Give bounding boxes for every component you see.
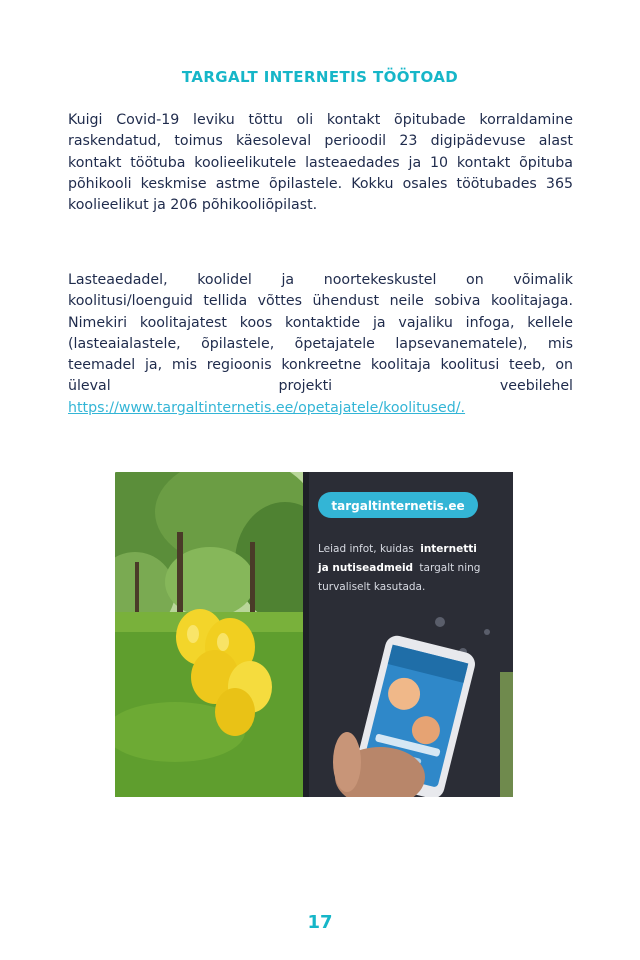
paragraph-trainings — [68, 270, 573, 419]
event-photo-illustration — [115, 472, 513, 797]
banner-line2: targalt ning — [419, 562, 481, 574]
event-photo — [115, 472, 513, 797]
trainers-link[interactable]: https://www.targaltinternetis.ee/opetajatele/koolitused/. — [68, 399, 466, 416]
paragraph-trainings-text: Lasteaedadel, koolidel ja noortekeskustel on võimalik koolitusi/loenguid tellida võttes ühendust neile sobiva koolitajaga. Nimekiri koolitajatest koos kontaktide ja vajaliku infoga, kellele (lasteaialastele, õpilastele, õpetajatele lapsevanematele), mis teemadel ja, mis regioonis konkreetne koolitaja koolitusi teeb, on üleval projekti veebilehel — [68, 272, 573, 395]
banner-site: targaltinternetis.ee — [331, 499, 465, 513]
banner-line3: turvaliselt kasutada. — [318, 581, 426, 593]
svg-text:ja nutiseadmeid targal — [317, 562, 480, 574]
paragraph-workshops-text: Kuigi Covid-19 leviku tõttu oli kontakt õpitubade korraldamine raskendatud, toimus käesoleval perioodil 23 digipädevuse alast kontakt töötuba koolieelikutele lasteaedades ja 10 kontakt õpituba põhikooli keskmise astme õpilastele. Kokku osales töötubades 365 koolieelikut ja 206 põhikooliõpilast. — [68, 112, 573, 214]
svg-text:Leiad infot, kuidas in — [318, 543, 477, 555]
banner-line1: Leiad infot, kuidas — [318, 543, 414, 555]
tree-foliage — [115, 472, 335, 632]
page-number: 17 — [307, 912, 333, 933]
paragraph-workshops — [68, 110, 573, 216]
section-heading: TARGALT INTERNETIS TÖÖTOAD — [181, 68, 459, 86]
banner-line1-bold: internetti — [420, 543, 477, 555]
banner-line2-bold: ja nutiseadmeid — [318, 562, 414, 574]
